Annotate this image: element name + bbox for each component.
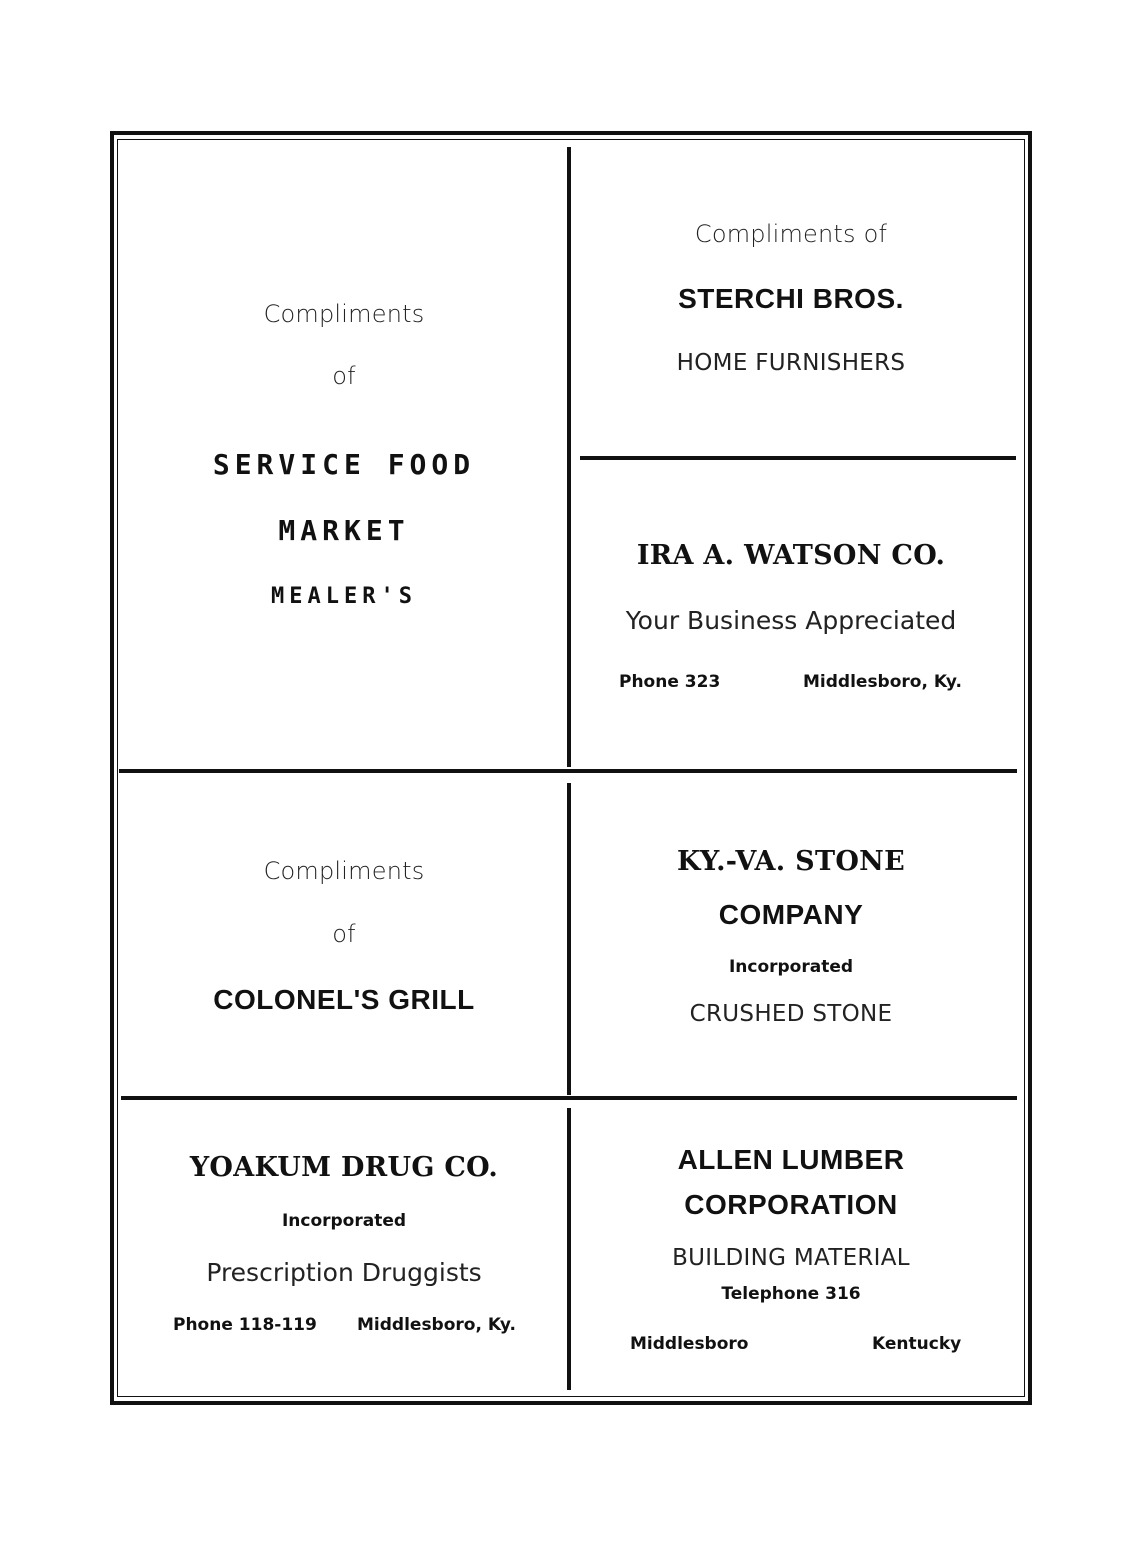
telephone-number: Telephone 316 bbox=[721, 1284, 861, 1304]
compliments-text: Compliments of bbox=[694, 220, 888, 248]
tagline: Your Business Appreciated bbox=[625, 606, 957, 635]
city: Middlesboro bbox=[630, 1334, 749, 1354]
business-name-line-2: COMPANY bbox=[718, 899, 864, 930]
compliments-text: Compliments bbox=[263, 857, 425, 885]
of-text: of bbox=[332, 362, 356, 390]
business-name-line-1: ALLEN LUMBER bbox=[677, 1144, 905, 1175]
ad-sterchi-bros bbox=[571, 150, 1011, 450]
ad-allen-lumber bbox=[571, 1102, 1011, 1392]
business-name-line-2: CORPORATION bbox=[684, 1189, 898, 1220]
city: Middlesboro, Ky. bbox=[803, 672, 962, 692]
ad-colonels-grill bbox=[121, 775, 567, 1095]
city: Middlesboro, Ky. bbox=[357, 1315, 516, 1335]
business-name: COLONEL'S GRILL bbox=[213, 984, 475, 1015]
compliments-text: Compliments bbox=[263, 300, 425, 328]
state: Kentucky bbox=[872, 1334, 962, 1354]
ad-ky-va-stone bbox=[571, 775, 1011, 1095]
phone-number: Phone 118-119 bbox=[173, 1315, 317, 1335]
phone-number: Phone 323 bbox=[619, 672, 721, 692]
business-name-line-1: SERVICE FOOD bbox=[212, 448, 476, 481]
business-name-line-1: KY.-VA. STONE bbox=[676, 846, 906, 877]
business-name: IRA A. WATSON CO. bbox=[636, 540, 946, 571]
ad-ira-a-watson bbox=[571, 462, 1011, 767]
incorporated-text: Incorporated bbox=[281, 1211, 407, 1231]
ad-yoakum-drug bbox=[121, 1102, 567, 1392]
tagline: Prescription Druggists bbox=[206, 1258, 482, 1287]
business-name-line-2: MARKET bbox=[278, 514, 410, 547]
tagline: HOME FURNISHERS bbox=[676, 350, 906, 376]
tagline: CRUSHED STONE bbox=[689, 1001, 893, 1027]
ad-service-food-market bbox=[121, 150, 567, 766]
divider-row-1 bbox=[119, 769, 1017, 773]
business-name: YOAKUM DRUG CO. bbox=[189, 1152, 499, 1183]
business-name-line-3: MEALER'S bbox=[271, 584, 417, 609]
of-text: of bbox=[332, 920, 356, 948]
tagline: BUILDING MATERIAL bbox=[672, 1245, 910, 1271]
business-name: STERCHI BROS. bbox=[678, 283, 904, 314]
incorporated-text: Incorporated bbox=[728, 957, 854, 977]
divider-row-2 bbox=[121, 1096, 1017, 1100]
divider-sterchi-watson bbox=[580, 456, 1016, 460]
